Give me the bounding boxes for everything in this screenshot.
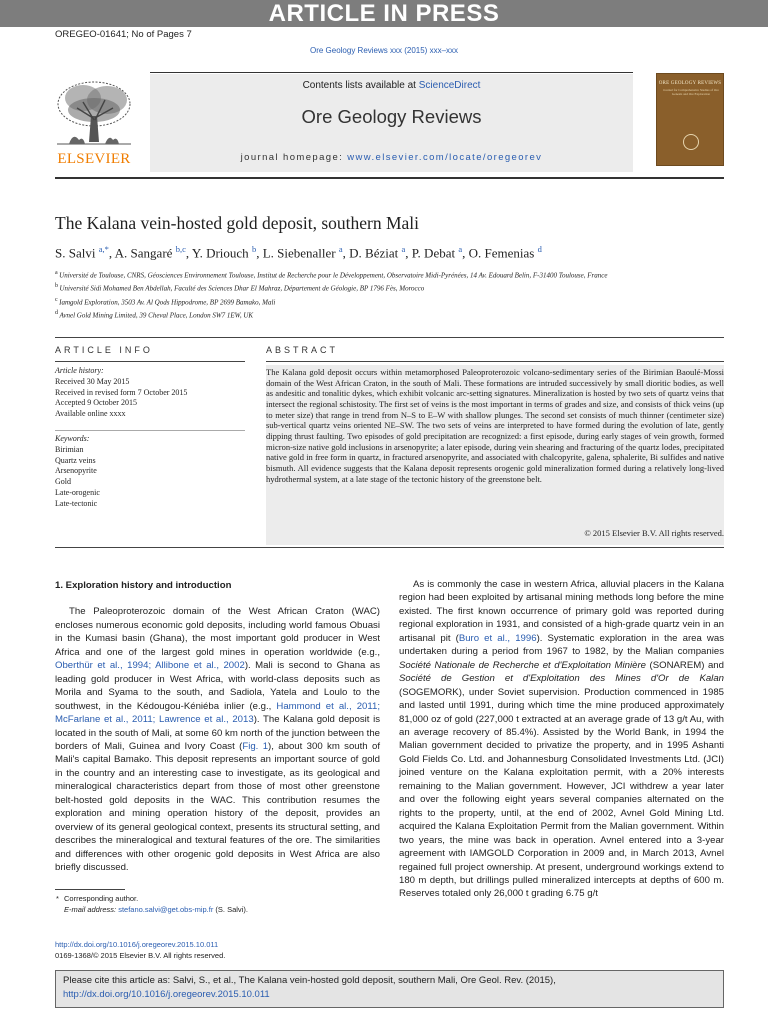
citation-link[interactable]: Hammond et al., 2011; McFarlane et al., 2011; Lawrence et al., 2013 [55, 700, 380, 726]
citation-doi-link[interactable]: http://dx.doi.org/10.1016/j.oregeorev.2015.10.011 [63, 989, 270, 1000]
author-name: A. Sangaré [114, 245, 176, 261]
elsevier-logo [53, 78, 135, 168]
email-suffix: (S. Salvi). [213, 905, 248, 914]
contents-prefix: Contents lists available at [302, 80, 419, 91]
text-run: ). Systematic exploration in the area was undertaken during a period from 1967 to 1982, by the Malian companies [399, 632, 724, 658]
keyword-item: Late-tectonic [55, 498, 98, 508]
author-name: O. Femenias [468, 245, 538, 261]
header-top-rule [150, 72, 633, 73]
document-id: OREGEO-01641; No of Pages 7 [55, 29, 192, 40]
text-run: ). Mali is second to Ghana as leading gold producer in West Africa, with world-class deposits such as Morila and Syama to the south, and Sadiola, Yatela and Loulo to the southwest, in the Kédougou-Kéniéba inlier (e.g., [55, 660, 380, 712]
author-separator: , [405, 245, 412, 261]
article-info-label: ARTICLE INFO [55, 345, 153, 355]
journal-title: Ore Geology Reviews [301, 106, 482, 127]
author-affiliation-marker[interactable]: b,c [175, 244, 186, 254]
history-item: Received in revised form 7 October 2015 [55, 387, 188, 397]
affiliation-text: Avnel Gold Mining Limited, 39 Cheval Place, London SW7 1EW, UK [59, 311, 254, 320]
text-run: (SONAREM) and [646, 659, 724, 671]
section-heading: 1. Exploration history and introduction [55, 580, 232, 591]
affiliation-item [55, 268, 735, 281]
paragraph [55, 605, 380, 874]
article-info-rule [55, 361, 245, 362]
author-name: D. Béziat [349, 245, 402, 261]
article-history [55, 366, 245, 420]
citation-box [55, 970, 724, 1008]
author-affiliation-marker[interactable]: a [338, 244, 343, 254]
text-run: (SOGEMORK), under Soviet supervision. Production commenced in 1985 and lasted until 1991, during which time the mine produced approximately 81,000 oz of gold (227,000 t extracted at an average grade of 13 g/t Au, with an average recovery of 85.4%). Assisted by the World Bank, in 1994 the Malian government decided to privatize the property, and in 1995 Ashanti Gold Fields Co. Ltd. and Johannesburg Consolidated Investments Ltd. (JCI) joined venture on the Kalana exploitation permit, with a 20% interests remaining to the Malian government. However, JCI withdrew a year later and over the following eight years several companies alternated on the rights to the property, until, at the end of 2002, Avnel Gold Mining Ltd. acquired the Kalana Exploitation Permit from the Malian government. Within two years, the mine was back in operation. Avnel entered into a 3-year agreement with IAMGOLD Corporation in 2009 and, in March 2013, Avnel regained full project ownership. At present, underground workings extend to 180 m depth, but drillings pulled mineralized intercepts at depths of 600 m. Reserves totaled only 26,000 t grading 6.75 g/t [399, 686, 724, 900]
email-label: E-mail address: [64, 905, 119, 914]
history-item: Received 30 May 2015 [55, 376, 130, 386]
author-name: P. Debat [411, 245, 459, 261]
journal-homepage [150, 152, 633, 163]
author-name: S. Salvi [55, 245, 99, 261]
abstract-text: The Kalana gold deposit occurs within metamorphosed Paleoproterozoic volcano-sedimentary series of the Birimian Baoulé-Mossi domain of the West African Craton, in the south of Mali. These formations are intruded successively by small dioritic bodies, as well as andesitic and tonalitic dykes, which exhibit volcanic arc-setting signatures. Mineralization is hosted by two sets of quartz veins that intersect the regional schistosity. The first set of veins is the most important in terms of grades and size, and consists of thick veins (up to meter size) that range in trend from N–S to E–W with shallow plunges. The second set consists of much thinner (centimeter size) sub-vertical quartz veins oriented NE–SW. The two sets of veins are interpreted to have formed during the evolution of late, gently dipping thrust faulting. Two episodes of gold precipitation are recognized: a first episode, during early stages of vein growth, formed micron-size native gold inclusions in arsenopyrite; a later episode, during vein shearing and fracturing of the quartz lodes, precipitated native gold in free form in quartz, in fractured arsenopyrite, and associated with chalcopyrite, galena, sphalerite, Bi sulfides and native bismuth. All evidence suggests that the Kalana deposit represents orogenic gold mineralization formed during a relatively long-lived hydrothermal system, at a late stage of the tectonic history of the greenstone belt. [266, 367, 724, 484]
contents-line [150, 80, 633, 91]
history-item: Available online xxxx [55, 409, 126, 419]
corresponding-label: Corresponding author. [64, 894, 139, 903]
company-name: Société de Gestion et d'Exploitation des Mines d'Or de Kalan [399, 673, 724, 685]
author-separator: , [256, 245, 263, 261]
history-item: Accepted 9 October 2015 [55, 398, 137, 408]
doi-block [55, 939, 225, 961]
keyword-item: Late-orogenic [55, 487, 100, 497]
affiliation-item [55, 281, 735, 294]
abstract-bottom-rule [55, 547, 724, 548]
body-column-right [399, 578, 724, 901]
text-run: ), about 300 km south of Mali's capital Bamako. This deposit represents an important source of gold in the country and an interesting case to investigate, as its geological and mineralogical characteristics depart from those of most other greenstone belt-hosted gold deposits in the WAC. This contribution resumes the exploration and mining operation history of the deposit, provides an overview of its general geological context, presents its structural setting, and describes the mineralogical and textural features of the ore. The similarities and differences with other orogenic gold deposits in West Africa are also briefly discussed. [55, 740, 381, 874]
author-affiliation-marker[interactable]: b [251, 244, 257, 254]
citation-link[interactable]: Buro et al., 1996 [458, 632, 537, 644]
keywords [55, 434, 245, 510]
cover-emblem-icon [683, 134, 699, 150]
article-title: The Kalana vein-hosted gold deposit, southern Mali [55, 213, 420, 233]
keyword-item: Arsenopyrite [55, 466, 97, 476]
author-affiliation-marker[interactable]: a [401, 244, 406, 254]
body-column-left [55, 578, 380, 875]
keywords-heading: Keywords: [55, 434, 90, 443]
copyright-notice: © 2015 Elsevier B.V. All rights reserved. [584, 528, 724, 538]
asterisk-icon: * [56, 894, 59, 903]
affiliation-item [55, 295, 735, 308]
citation-link[interactable]: Oberthür et al., 1994; Allibone et al., 2002 [55, 660, 245, 672]
homepage-link[interactable]: www.elsevier.com/locate/oregeorev [347, 152, 543, 163]
text-run: As is commonly the case in western Africa, alluvial placers in the Kalana region had been exploited by artisanal mining methods long before the mine existed. The first known occurrence of primary gold was reported during regional exploration in 1931, and consisted of a high-grade quartz vein in an artisanal pit ( [399, 579, 724, 644]
abstract-rule [266, 361, 724, 362]
publisher-name: ELSEVIER [57, 151, 131, 167]
citation-text: Please cite this article as: Salvi, S., et al., The Kalana vein-hosted gold deposit, southern Mali, Ore Geol. Rev. (2015), [63, 975, 556, 986]
cover-subtitle: Journal for Comprehensive Studies of Ore Genesis and Ore Exploration [663, 88, 719, 96]
section-top-rule [55, 337, 724, 338]
keyword-item: Gold [55, 477, 71, 487]
author-separator: , [462, 245, 469, 261]
affiliation-key: c [55, 296, 60, 303]
sciencedirect-link[interactable]: ScienceDirect [418, 80, 481, 91]
affiliations [55, 268, 735, 321]
author-separator: , [108, 245, 115, 261]
paragraph [399, 578, 724, 901]
affiliation-key: d [55, 309, 60, 316]
email-line [64, 904, 248, 915]
affiliation-key: b [55, 283, 60, 290]
history-heading: Article history: [55, 366, 104, 375]
author-affiliation-marker[interactable]: a,* [98, 244, 109, 254]
affiliation-text: Université Sidi Mohamed Ben Abdellah, Faculté des Sciences Dhar El Mahraz, Département de Géologie, BP 1796 Fès, Morocco [59, 284, 425, 293]
homepage-prefix: journal homepage: [240, 152, 348, 163]
affiliation-text: Université de Toulouse, CNRS, Géosciences Environnement Toulouse, Institut de Recherche pour le Développement, Observatoire Midi-Pyrénées, 14 Av. Edouard Belin, F-31400 Toulouse, France [59, 271, 608, 280]
corresponding-author-note [56, 893, 248, 904]
author-list [55, 244, 542, 261]
cover-title: ORE GEOLOGY REVIEWS [658, 81, 722, 86]
article-in-press-banner: ARTICLE IN PRESS [0, 0, 768, 27]
email-link[interactable]: stefano.salvi@get.obs-mip.fr [118, 905, 214, 914]
author-separator: , [342, 245, 350, 261]
abstract-label: ABSTRACT [266, 345, 339, 355]
affiliation-key: a [55, 270, 60, 276]
author-name: Y. Driouch [191, 245, 252, 261]
journal-cover-image [656, 73, 724, 166]
author-separator: , [185, 245, 192, 261]
journal-reference-link[interactable]: Ore Geology Reviews xxx (2015) xxx–xxx [309, 46, 459, 55]
figure-link[interactable]: Fig. 1 [242, 740, 269, 752]
text-run: ). The Kalana gold deposit is located in the south of Mali, at some 60 km north of the junction between the borders of Mali, Guinea and Ivory Coast ( [55, 714, 381, 752]
text-run: The Paleoproterozoic domain of the West African Craton (WAC) encloses numerous economic gold deposits, including world famous Obuasi in the Kumasi basin (Ghana), the most important gold producer in West Africa and one of the largest gold mines in operation worldwide (e.g., [55, 606, 380, 658]
author-name: L. Siebenaller [262, 245, 339, 261]
affiliation-text: Iamgold Exploration, 3503 Av. Al Qods Hippodrome, BP 2699 Bamako, Mali [59, 297, 276, 306]
issn-line: 0169-1368/© 2015 Elsevier B.V. All rights reserved. [55, 951, 226, 960]
header-bottom-rule [55, 177, 724, 179]
doi-link[interactable]: http://dx.doi.org/10.1016/j.oregeorev.2015.10.011 [55, 940, 219, 949]
company-name: Société Nationale de Recherche et d'Exploitation Minière [399, 659, 647, 671]
affiliation-item [55, 308, 735, 321]
keyword-item: Quartz veins [55, 455, 96, 465]
footnote [56, 893, 248, 915]
keywords-divider [55, 430, 245, 431]
author-affiliation-marker[interactable]: a [458, 244, 463, 254]
author-affiliation-marker[interactable]: d [537, 244, 542, 254]
footnote-rule [55, 889, 125, 890]
elsevier-tree-icon [53, 78, 135, 152]
keyword-item: Birimian [55, 444, 84, 454]
